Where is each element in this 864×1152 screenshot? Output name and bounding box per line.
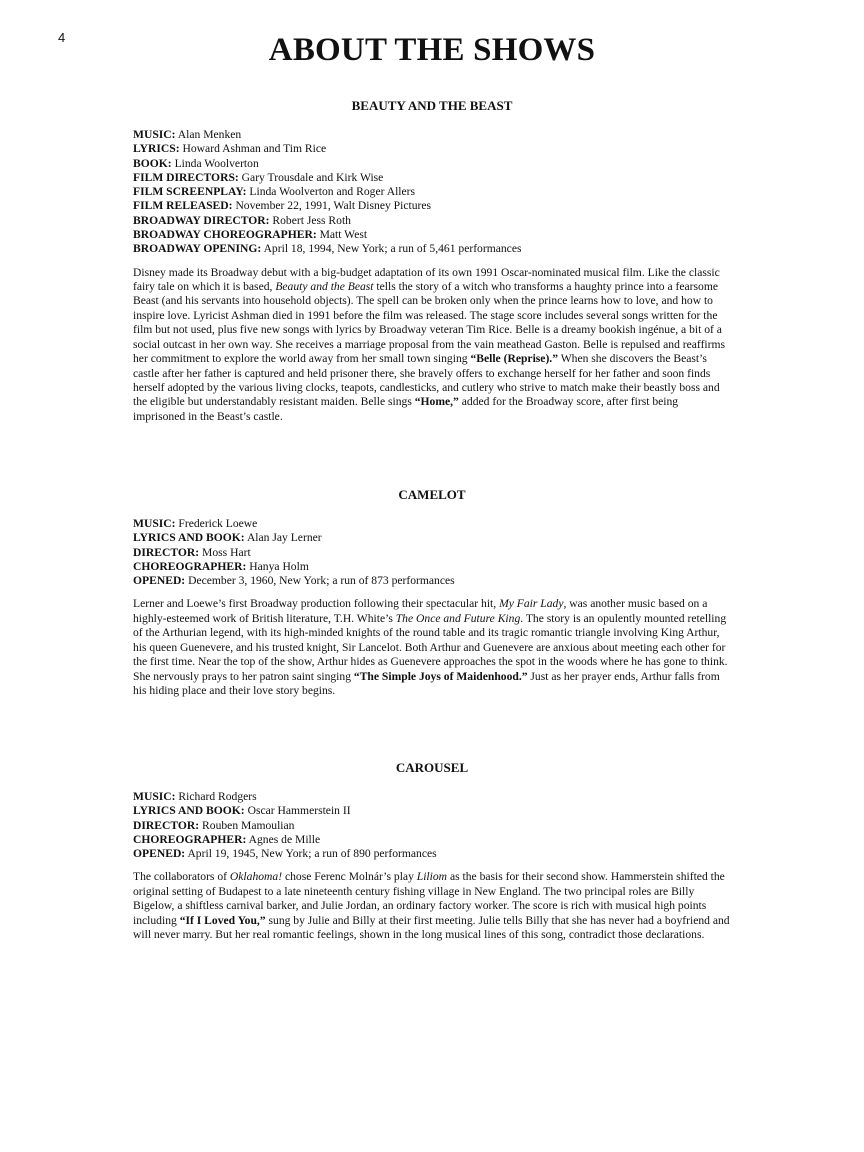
credit-value: Matt West (319, 228, 368, 242)
synopsis-song-title: “Belle (Reprise).” (470, 352, 559, 366)
credit-line (133, 142, 731, 156)
credit-line (133, 228, 731, 242)
credit-label: BROADWAY CHOREOGRAPHER: (133, 228, 317, 242)
synopsis-text: Lerner and Loewe’s first Broadway production following their spectacular hit, (133, 597, 500, 611)
credit-value: Alan Jay Lerner (246, 531, 322, 545)
synopsis-text: as the basis for their second show. Hammerstein shifted the original setting of Budapest to a late nineteenth century fishing village in New England. The two principal roles are Billy Bigelow, a shiftless carnival barker, and Julie Jordan, an ordinary factory worker. The score is rich with musical high points including (133, 870, 725, 927)
credit-label: BOOK: (133, 156, 172, 170)
credit-label: LYRICS AND BOOK: (133, 804, 245, 818)
synopsis-text: Just as her prayer ends, Arthur falls from his hiding place and their love story begins. (133, 669, 720, 697)
credit-value: Oscar Hammerstein II (247, 804, 351, 818)
synopsis (133, 266, 731, 424)
credit-label: CHOREOGRAPHER: (133, 832, 247, 846)
credit-value: Robert Jess Roth (272, 213, 351, 227)
credit-label: MUSIC: (133, 517, 176, 530)
show-title: BEAUTY AND THE BEAST (351, 98, 513, 113)
credit-line (133, 171, 731, 185)
synopsis-italic-title: My Fair Lady (499, 597, 564, 611)
show-section-carousel (133, 760, 731, 943)
credit-label: FILM RELEASED: (133, 199, 233, 213)
credit-label: FILM SCREENPLAY: (133, 185, 247, 199)
credit-line (133, 157, 731, 171)
show-section-camelot (133, 487, 731, 698)
credit-value: Gary Trousdale and Kirk Wise (241, 170, 384, 184)
credit-label: BROADWAY DIRECTOR: (133, 213, 270, 227)
synopsis (133, 597, 731, 698)
credit-value: Moss Hart (202, 545, 251, 559)
credit-label: FILM DIRECTORS: (133, 170, 239, 184)
credit-line (133, 199, 731, 213)
credits-list (133, 517, 731, 588)
credit-label: MUSIC: (133, 128, 176, 141)
credit-value: Linda Woolverton (174, 156, 259, 170)
credit-line (133, 574, 731, 588)
credit-value: Howard Ashman and Tim Rice (182, 142, 327, 156)
credit-label: LYRICS: (133, 142, 180, 156)
credit-line (133, 546, 731, 560)
credit-value: December 3, 1960, New York; a run of 873 performances (188, 574, 455, 588)
synopsis-italic-title: Liliom (416, 870, 448, 884)
credit-line (133, 560, 731, 574)
credit-line (133, 517, 731, 531)
show-title: CAROUSEL (395, 760, 469, 775)
credit-label: LYRICS AND BOOK: (133, 531, 245, 545)
synopsis-text: . The story is an opulently mounted retelling of the Arthurian legend, with its high-minded knights of the round table and its tragic romantic triangle involving King Arthur, his queen Guenevere, and his trusted knight, Sir Lancelot. Both Arthur and Guenevere are anxious about meeting each other for the first time. Near the top of the show, Arthur hides as Guenevere approaches the spot in the woods where he has gone to think. She nervously prays to her patron saint singing (133, 611, 728, 683)
credit-line (133, 531, 731, 545)
credit-value: Agnes de Mille (248, 832, 321, 846)
credit-label: DIRECTOR: (133, 545, 200, 559)
synopsis-text: When she discovers the Beast’s castle after her father is captured and held prisoner there, she bravely offers to exchange herself for her father and soon finds herself adopted by the various living clocks, teapots, candlesticks, and cutlery who strive to match make their beastly boss and the eligible but understandably resistant maiden. Belle sings (133, 352, 720, 409)
credits-list (133, 128, 731, 257)
credit-line (133, 804, 731, 818)
synopsis-text: added for the Broadway score, after first being imprisoned in the Beast’s castle. (133, 395, 679, 423)
credit-label: OPENED: (133, 847, 186, 861)
show-section-beauty-and-the-beast (133, 98, 731, 424)
synopsis-text: The collaborators of (133, 870, 230, 884)
synopsis (133, 870, 731, 942)
credit-line (133, 790, 731, 804)
credit-value: Frederick Loewe (178, 517, 258, 530)
credit-label: OPENED: (133, 574, 186, 588)
synopsis-text: Disney made its Broadway debut with a big-budget adaptation of its own 1991 Oscar-nominated musical film. Like the classic fairy tale on which it is based, (133, 265, 720, 294)
synopsis-text: , was another music based on a highly-esteemed work of British literature, T.H. White’s (133, 597, 708, 625)
credit-line (133, 185, 731, 199)
synopsis-song-title: “If I Loved You,” (179, 913, 266, 927)
credit-label: MUSIC: (133, 790, 176, 803)
credit-label: BROADWAY OPENING: (133, 242, 262, 256)
credit-line (133, 214, 731, 228)
credit-value: April 19, 1945, New York; a run of 890 performances (187, 847, 437, 861)
credit-line (133, 847, 731, 861)
synopsis-song-title: “Home,” (414, 395, 459, 409)
synopsis-italic-title: The Once and Future King (395, 611, 521, 625)
credit-value: Linda Woolverton and Roger Allers (249, 185, 416, 199)
credit-line (133, 819, 731, 833)
synopsis-text: sung by Julie and Billy at their first meeting. Julie tells Billy that she has never had a boyfriend and will never marry. But her real romantic feelings, shown in the long musical lines of this song, contradict those declarations. (133, 913, 730, 942)
credit-value: Hanya Holm (249, 559, 309, 573)
synopsis-text: chose Ferenc Molnár’s play (282, 870, 417, 884)
credit-line (133, 833, 731, 847)
credit-value: April 18, 1994, New York; a run of 5,461 performances (263, 242, 522, 256)
credit-label: CHOREOGRAPHER: (133, 559, 247, 573)
page-title: ABOUT THE SHOWS (268, 32, 596, 68)
credit-value: Rouben Mamoulian (202, 818, 295, 832)
synopsis-song-title: “The Simple Joys of Maidenhood.” (353, 669, 528, 683)
synopsis-italic-title: Beauty and the Beast (275, 280, 374, 294)
credit-value: Alan Menken (177, 128, 242, 141)
credit-line (133, 128, 731, 142)
synopsis-text: tells the story of a witch who transforms a haughty prince into a fearsome Beast (and his servants into household objects). The spell can be broken only when the prince learns how to love, and how to inspire love. Lyricist Ashman died in 1991 before the film was released. The stage score includes several songs written for the film but not used, plus five new songs with lyrics by Broadway veteran Tim Rice. Belle is a dreamy bookish ingénue, a bit of a social outcast in her own way. She receives a marriage proposal from the vain meathead Gaston. Belle is repulsed and reaffirms her commitment to explore the world away from her small town singing (133, 280, 726, 366)
page-number: 4 (58, 30, 66, 45)
credit-label: DIRECTOR: (133, 818, 200, 832)
credit-line (133, 242, 731, 256)
credits-list (133, 790, 731, 861)
credit-value: November 22, 1991, Walt Disney Pictures (235, 199, 432, 213)
synopsis-italic-title: Oklahoma! (229, 870, 283, 884)
show-title: CAMELOT (398, 487, 466, 502)
credit-value: Richard Rodgers (178, 790, 257, 803)
